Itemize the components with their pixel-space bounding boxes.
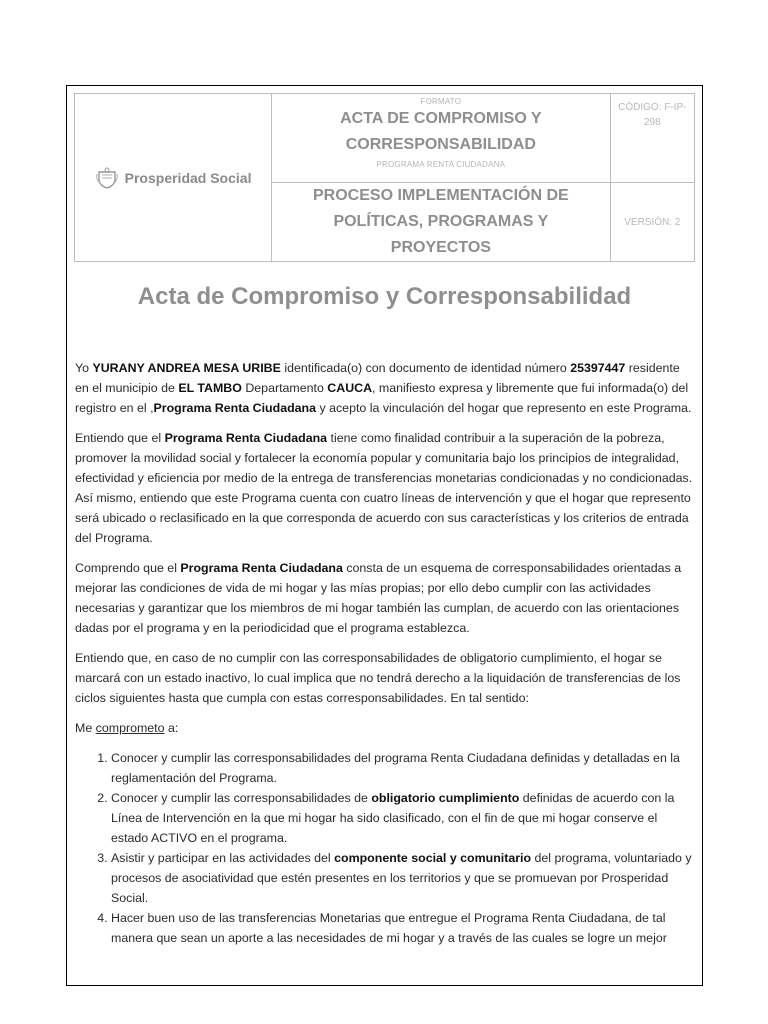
list-item: 1. Conocer y cumplir las corresponsabilidades del programa Renta Ciudadana definidas y detalladas en la reglamentación del Programa. (111, 748, 695, 788)
text-span: consta de un esquema de corresponsabilidades orientadas a mejorar las condiciones de vida de mi hogar y las mías propias; por ello debo cumplir con las actividades necesarias y garantizar que los miembros de mi hogar también las cumplan, de acuerdo con las orientaciones dadas por el programa y en la periodicidad que el programa establezca. (75, 561, 682, 635)
text-span: Comprendo que el (75, 561, 181, 575)
text-span: Yo (75, 361, 93, 375)
commitments-list (75, 748, 695, 948)
list-item (111, 848, 695, 908)
text-span: residente en el municipio de (75, 361, 680, 395)
text-span: Conocer y cumplir las corresponsabilidades de (111, 791, 372, 805)
paragraph-2 (75, 428, 695, 548)
text-span: Entiendo que el (75, 431, 165, 445)
process-cell (272, 183, 611, 262)
list-item: 4. Hacer buen uso de las transferencias Monetarias que entregue el Programa Renta Ciudadana, de tal manera que sean un aporte a las necesidades de mi hogar y a través de las cuales se logre un mejor (111, 908, 695, 948)
document-title: ACTA DE COMPROMISO Y CORRESPONSABILIDAD (340, 110, 542, 153)
page-title: Acta de Compromiso y Corresponsabilidad (137, 283, 632, 310)
document-body (75, 358, 695, 948)
text-span: y acepto la vinculación del hogar que represento en este Programa. (316, 401, 692, 415)
text-span: Me (75, 721, 96, 735)
process-title: PROCESO IMPLEMENTACIÓN DE POLÍTICAS, PROGRAMAS Y PROYECTOS (313, 187, 569, 256)
bold-phrase: obligatorio cumplimiento (371, 791, 520, 805)
program-name: Programa Renta Ciudadana (153, 401, 317, 415)
paragraph-5 (75, 718, 695, 738)
coat-of-arms-icon (95, 166, 119, 190)
text-span: Asistir y participar en las actividades del (111, 851, 335, 865)
text-span: , manifiesto expresa y libremente que fui informada(o) del registro en el , (75, 381, 689, 415)
department: CAUCA (327, 381, 373, 395)
code-cell (610, 94, 694, 183)
program-name: Programa Renta Ciudadana (180, 561, 343, 575)
list-item (111, 788, 695, 848)
person-name: YURANY ANDREA MESA URIBE (92, 361, 281, 375)
program-name: Programa Renta Ciudadana (164, 431, 328, 445)
document-frame (66, 85, 703, 986)
logo-cell (75, 94, 272, 262)
text-span: Departamento (241, 381, 328, 395)
underlined-word: comprometo (95, 721, 165, 735)
text-span: tiene como finalidad contribuir a la superación de la pobreza, promover la movilidad social y fortalecer la economía popular y comunitaria bajo los principios de integralidad, efectividad y eficiencia por medio de la entrega de transferencias monetarias condicionadas y no condicionadas. Así mismo, entiendo que este Programa cuenta con cuatro líneas de intervención y que el hogar que represento será ubicado o reclasificado en la que corresponda de acuerdo con sus características y los criterios de entrada del Programa. (75, 431, 693, 545)
text-span: definidas de acuerdo con la Línea de Intervención en la que mi hogar ha sido clasificado, con el fin de que mi hogar conserve el estado ACTIVO en el programa. (111, 791, 675, 845)
paragraph-1 (75, 358, 695, 418)
document-version: VERSIÓN: 2 (624, 216, 681, 228)
bold-phrase: componente social y comunitario (334, 851, 532, 865)
logo (75, 166, 271, 190)
paragraph-3 (75, 558, 695, 638)
format-label: FORMATO (420, 97, 462, 106)
municipality: EL TAMBO (178, 381, 242, 395)
program-label: PROGRAMA RENTA CIUDADANA (376, 160, 506, 169)
document-code: CÓDIGO: F-IP-298 (618, 102, 687, 128)
text-span: a: (164, 721, 179, 735)
text-span: identificada(o) con documento de identidad número (280, 361, 571, 375)
id-number: 25397447 (570, 361, 626, 375)
header-table (74, 93, 695, 262)
title-cell (272, 94, 611, 183)
version-cell (610, 183, 694, 262)
logo-text: Prosperidad Social (124, 169, 252, 186)
text-span: del programa, voluntariado y procesos de asociatividad que estén presentes en los territorios y que se promuevan por Prosperidad Social. (111, 851, 692, 905)
paragraph-4: Entiendo que, en caso de no cumplir con las corresponsabilidades de obligatorio cumplimiento, el hogar se marcará con un estado inactivo, lo cual implica que no tendrá derecho a la liquidación de transferencias de los ciclos siguientes hasta que cumpla con estas corresponsabilidades. En tal sentido: (75, 651, 681, 705)
